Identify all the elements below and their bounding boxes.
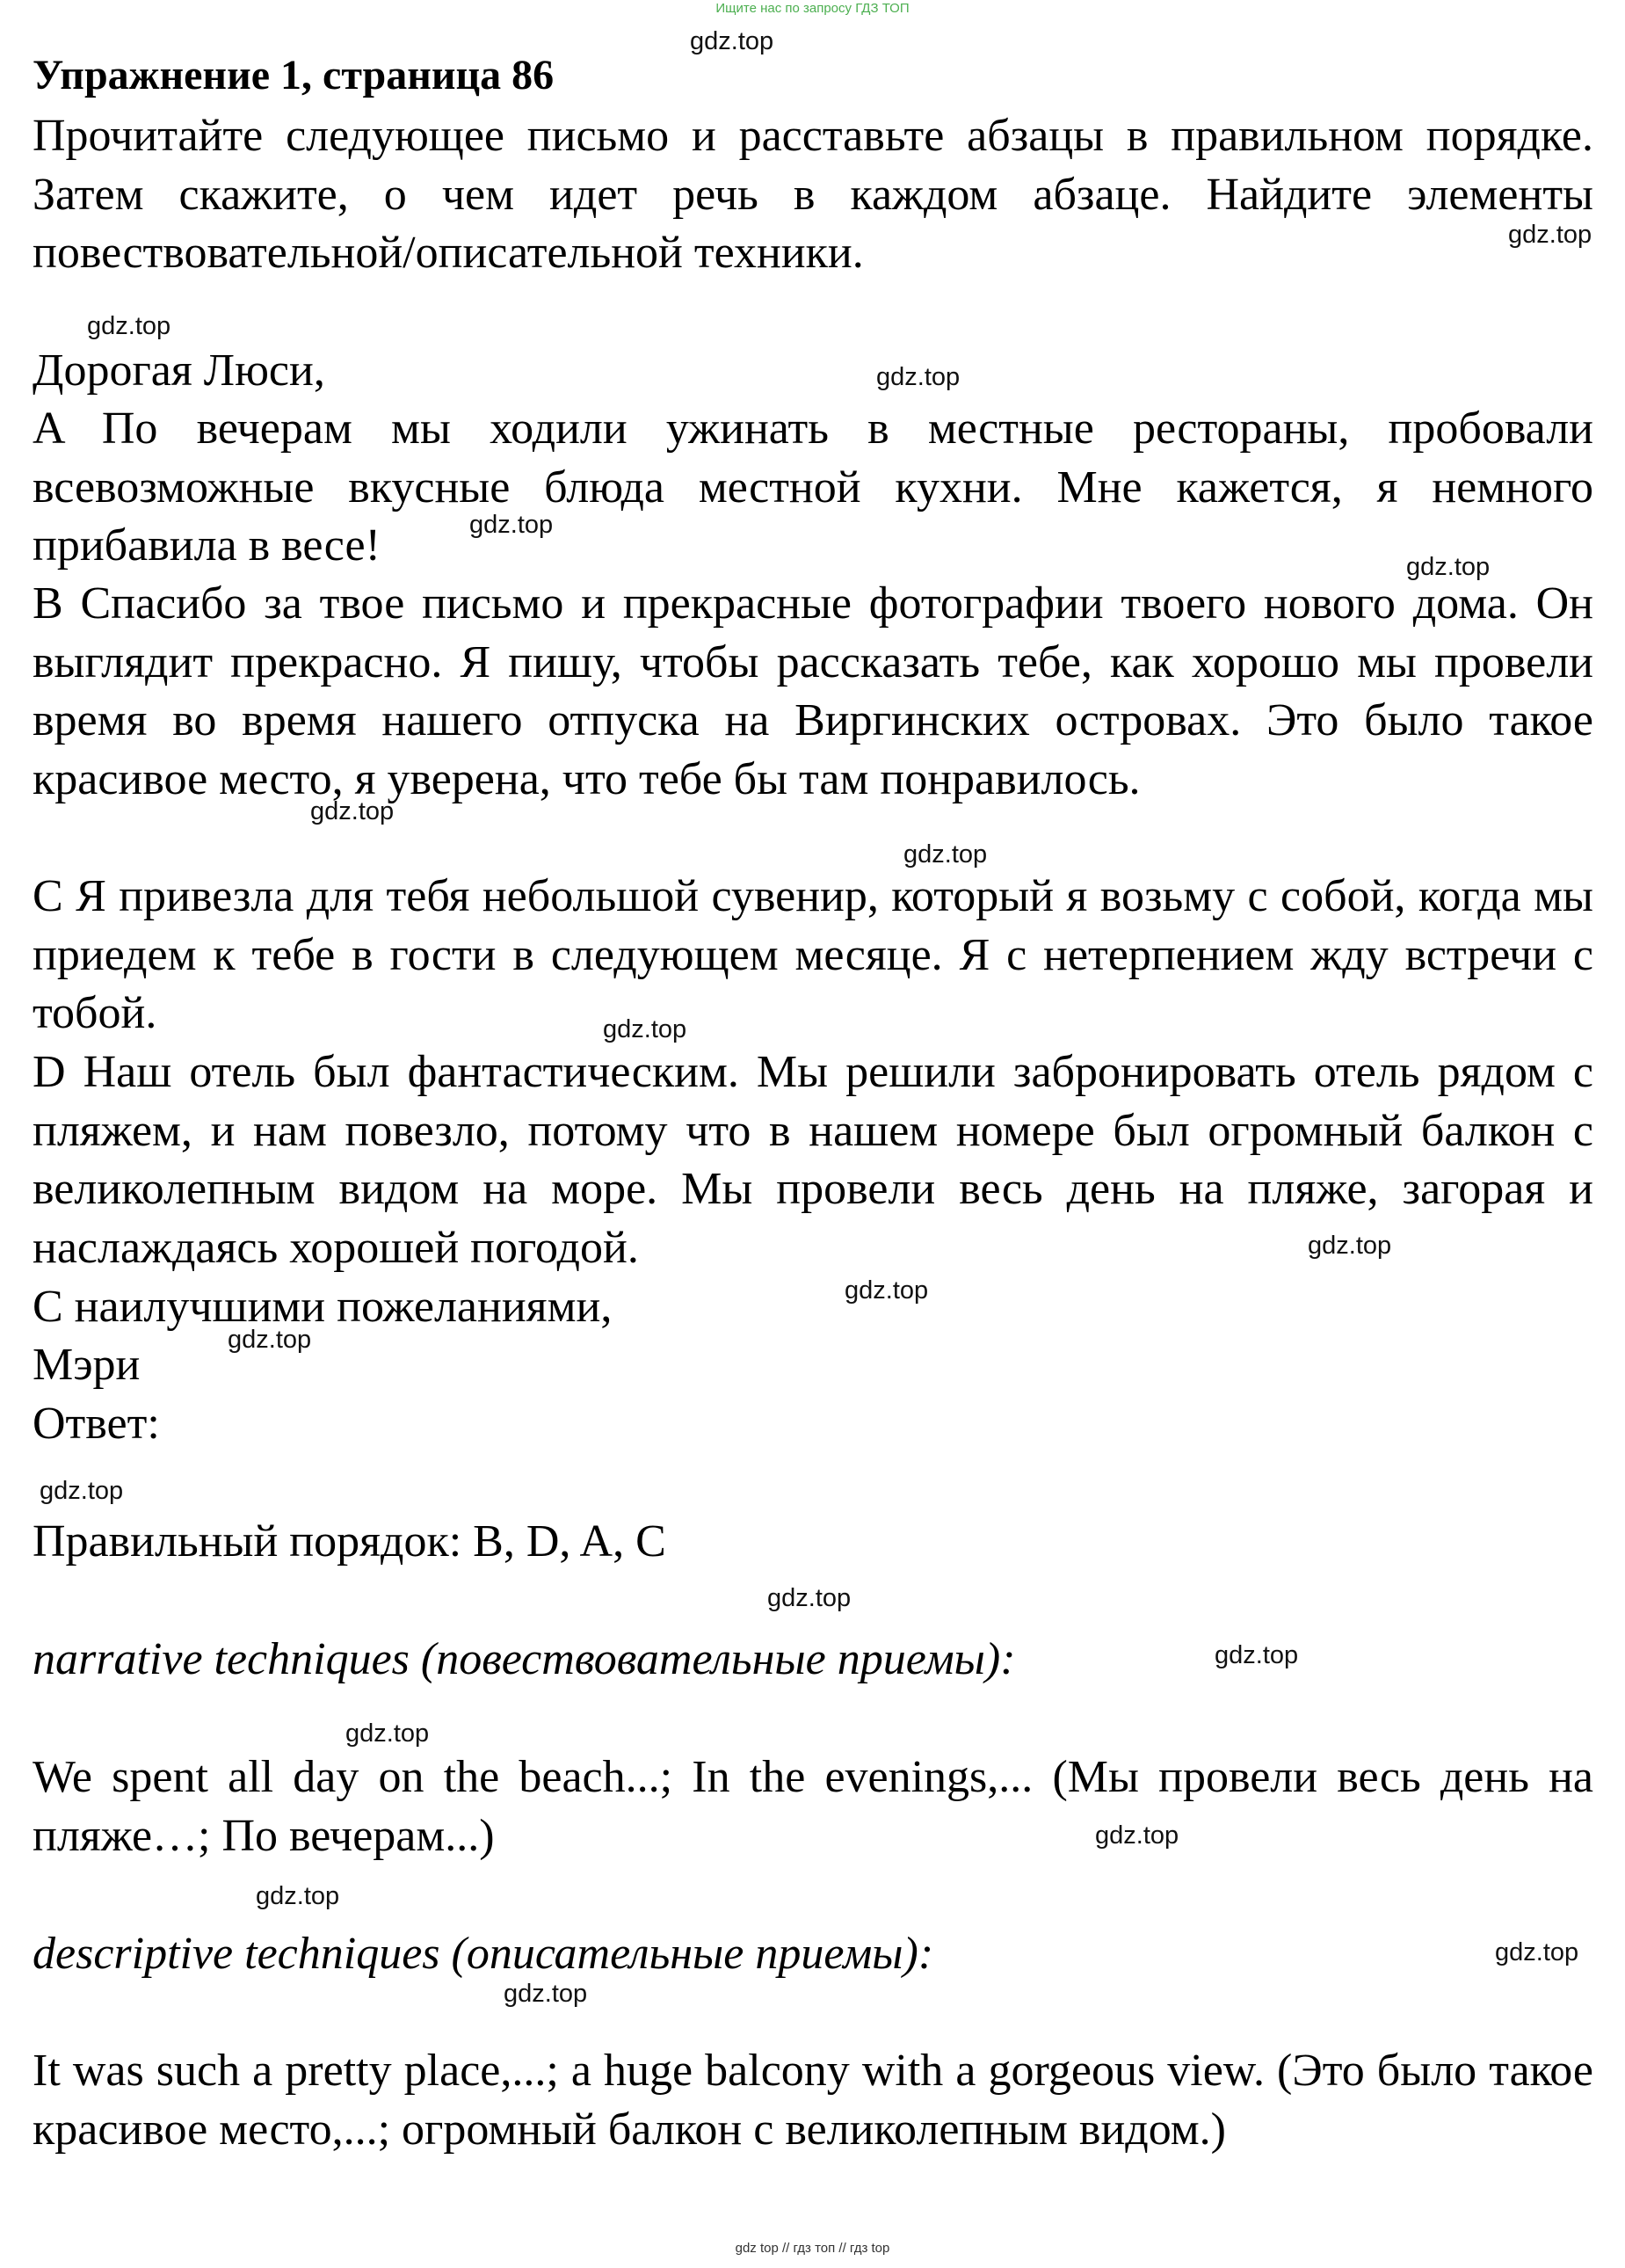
watermark: gdz.top: [345, 1719, 430, 1748]
watermark: gdz.top: [256, 1882, 340, 1910]
watermark: gdz.top: [1508, 221, 1592, 249]
watermark: gdz.top: [469, 511, 554, 539]
watermark: gdz.top: [603, 1015, 687, 1043]
watermark: gdz.top: [228, 1326, 312, 1354]
descriptive-text: It was such a pretty place,...; a huge balcony with a gorgeous view. (Это было такое красивое место,...; огромный балкон с великолепным видом.): [33, 2046, 1593, 2155]
watermark: gdz.top: [903, 840, 988, 869]
answer-label: Ответ:: [33, 1399, 160, 1449]
watermark: gdz.top: [876, 363, 961, 391]
letter-greeting: Дорогая Люси,: [33, 345, 325, 396]
watermark: gdz.top: [1406, 553, 1491, 581]
answer-order: Правильный порядок: B, D, A, C: [33, 1516, 666, 1567]
paragraph-d: D Наш отель был фантастическим. Мы решили забронировать отель рядом с пляжем, и нам повезло, потому что в нашем номере был огромный балкон с великолепным видом на море. Мы провели весь день на пляже, загорая и наслаждаясь хорошей погодой.: [33, 1047, 1593, 1273]
watermark: gdz.top: [690, 27, 774, 55]
descriptive-heading: descriptive techniques (описательные приемы):: [33, 1929, 934, 1979]
watermark: gdz.top: [1095, 1821, 1179, 1850]
instruction-text: Прочитайте следующее письмо и расставьте абзацы в правильном порядке. Затем скажите, о чем идет речь в каждом абзаце. Найдите элементы повествовательной/описательной техники.: [33, 111, 1593, 278]
watermark: gdz.top: [767, 1584, 852, 1612]
watermark: gdz.top: [845, 1276, 929, 1305]
paragraph-b: B Спасибо за твое письмо и прекрасные фотографии твоего нового дома. Он выглядит прекрасно. Я пишу, чтобы рассказать тебе, как хорошо мы провели время во время нашего отпуска на Виргинских островах. Это было такое красивое место, я уверена, что тебе бы там понравилось.: [33, 578, 1593, 804]
top-banner: Ищите нас по запросу ГДЗ ТОП: [715, 1, 910, 16]
watermark: gdz.top: [40, 1477, 124, 1505]
narrative-heading: narrative techniques (повествовательные приемы):: [33, 1634, 1016, 1684]
paragraph-a: A По вечерам мы ходили ужинать в местные рестораны, пробовали всевозможные вкусные блюда местной кухни. Мне кажется, я немного прибавила в весе!: [33, 403, 1593, 571]
narrative-text: We spent all day on the beach...; In the evenings,... (Мы провели весь день на пляже…; По вечерам...): [33, 1752, 1593, 1861]
page-title: Упражнение 1, страница 86: [33, 52, 555, 98]
watermark: gdz.top: [1495, 1938, 1579, 1966]
watermark: gdz.top: [1308, 1232, 1392, 1260]
letter-closing: С наилучшими пожеланиями,: [33, 1282, 613, 1332]
watermark: gdz.top: [504, 1980, 588, 2008]
watermark: gdz.top: [1215, 1641, 1299, 1669]
paragraph-c: C Я привезла для тебя небольшой сувенир, который я возьму с собой, когда мы приедем к тебе в гости в следующем месяце. Я с нетерпением жду встречи с тобой.: [33, 871, 1593, 1038]
letter-signature: Мэри: [33, 1340, 141, 1390]
footer: gdz top // гдз топ // гдз top: [735, 2241, 890, 2256]
watermark: gdz.top: [87, 312, 171, 340]
watermark: gdz.top: [310, 797, 395, 825]
